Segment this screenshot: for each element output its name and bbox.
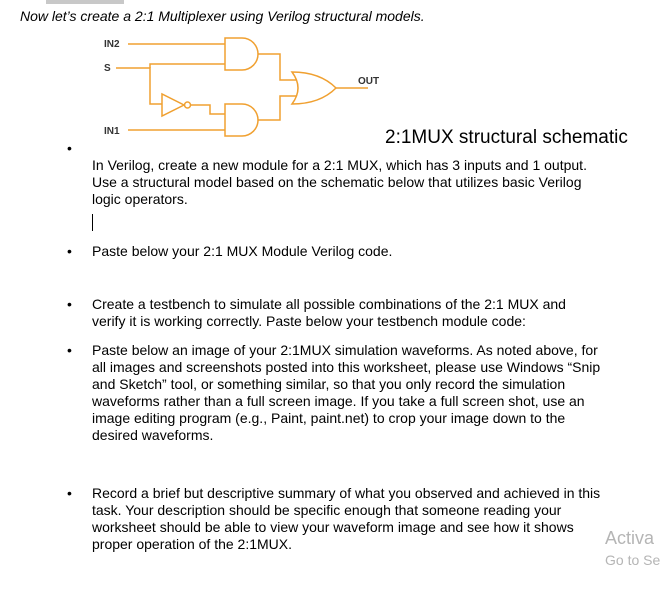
s-branch-wire <box>150 64 225 68</box>
activation-watermark-title: Activa <box>605 528 655 548</box>
in2-label: IN2 <box>104 39 120 50</box>
activation-watermark-subtitle: Go to Se <box>605 552 660 568</box>
task-item-4: Paste below an image of your 2:1MUX simulation waveforms. As noted above, for all images and screenshots posted into this worksheet, please use Windows “Snip and Sketch” tool, or something similar, so that you only record the simulation waveforms rather than a full screen image. If you take a full screen shot, use an image editing program (e.g., Paint, paint.net) to crop your image down to the desired waveforms. <box>92 342 601 443</box>
text-cursor <box>92 214 93 231</box>
and-gate-bottom <box>225 104 258 136</box>
or-gate <box>292 72 336 104</box>
task-item-1: In Verilog, create a new module for a 2:1 MUX, which has 3 inputs and 1 output. Use a structural model based on the schematic below that utilizes basic Verilog logic operators. <box>92 157 587 207</box>
bullet-4: • <box>67 342 72 358</box>
bullet-1: • <box>67 140 72 156</box>
in1-label: IN1 <box>104 126 120 137</box>
and-gate-top <box>225 38 258 70</box>
out-label: OUT <box>358 76 380 87</box>
task-item-5: Record a brief but descriptive summary of what you observed and achieved in this task. Your description should be specific enough that someone reading your worksheet should be able to view your waveform image and see how it shows proper operation of the 2:1MUX. <box>92 485 601 552</box>
task-item-3: Create a testbench to simulate all possible combinations of the 2:1 MUX and verify it is working correctly. Paste below your testbench module code: <box>92 296 566 329</box>
top-scroll-bar <box>46 0 124 4</box>
inverter-gate <box>162 94 184 116</box>
bullet-5: • <box>67 485 72 501</box>
s-wire <box>116 68 162 104</box>
s-label: S <box>104 63 111 74</box>
bullet-2: • <box>67 243 72 259</box>
inverter-output-wire <box>191 105 225 114</box>
and-top-output-wire <box>258 54 296 80</box>
and-bottom-output-wire <box>258 96 296 120</box>
task-item-2: Paste below your 2:1 MUX Module Verilog code. <box>92 243 393 259</box>
bullet-3: • <box>67 296 72 312</box>
mux-schematic <box>100 34 400 144</box>
intro-text: Now let’s create a 2:1 Multiplexer using Verilog structural models. <box>20 8 425 24</box>
schematic-caption: 2:1MUX structural schematic <box>385 127 628 148</box>
